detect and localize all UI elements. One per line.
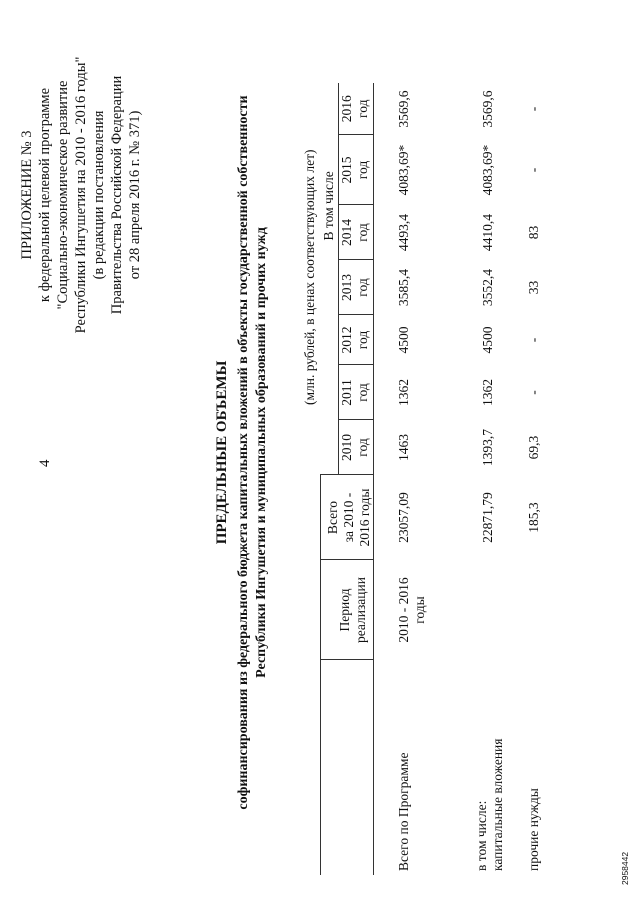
- appendix-line: Правительства Российской Федерации: [109, 75, 125, 315]
- cell-2011: 1362: [479, 379, 495, 406]
- cell-2014: 4410,4: [479, 213, 495, 252]
- row-label-line: в том числе:: [473, 800, 489, 871]
- year-unit: год: [354, 438, 370, 457]
- year-unit: год: [354, 330, 370, 350]
- cell-2016: 3569,6: [374, 83, 474, 135]
- cell-2014: 83: [525, 225, 541, 240]
- document-title: [213, 80, 271, 825]
- appendix-line: (в редакции постановления: [91, 110, 107, 280]
- row-period: [512, 560, 552, 660]
- cell-total: 185,3: [525, 502, 541, 533]
- header-year-2012: [338, 315, 373, 365]
- cell-2014: 4493,4: [374, 205, 474, 260]
- row-period-line: годы: [412, 596, 427, 624]
- row-sublabel: капитальные вложения: [489, 738, 505, 871]
- year-label: 2015: [338, 156, 354, 184]
- year-label: 2016: [338, 95, 354, 123]
- header-in-that-label: В том числе: [320, 171, 336, 241]
- appendix-line: "Социально-экономическое развитие: [55, 80, 71, 310]
- year-unit: год: [354, 223, 370, 242]
- cell-2013: 3585,4: [374, 260, 474, 315]
- year-unit: год: [354, 278, 370, 297]
- title-line: софинансирования из федерального бюджета капитальных вложений в объекты государственной собственности: [236, 95, 251, 810]
- year-unit: год: [354, 160, 370, 180]
- budget-table: [320, 83, 552, 875]
- header-in-that-number: [321, 83, 339, 475]
- title-main: ПРЕДЕЛЬНЫЕ ОБЪЕМЫ: [214, 360, 230, 545]
- title-line: Республики Ингушетия и муниципальных образований и прочих нужд: [254, 227, 269, 678]
- year-unit: год: [354, 383, 370, 402]
- cell-2012: 4500: [479, 326, 495, 354]
- header-total-line: 2016 годы: [357, 488, 372, 547]
- cell-2012: 4500: [374, 315, 474, 365]
- row-period: [474, 560, 512, 660]
- cell-total: 22871,79: [479, 492, 495, 543]
- table-row: [512, 83, 552, 875]
- cell-2015: 4083,69*: [479, 144, 495, 196]
- year-label: 2011: [338, 379, 354, 406]
- year-label: 2012: [338, 326, 354, 354]
- header-empty: [321, 660, 374, 875]
- cell-2012: -: [525, 337, 541, 343]
- cell-2010: 69,3: [525, 435, 541, 460]
- header-period-label: Период реализации: [337, 577, 368, 643]
- header-total-line: за 2010 -: [341, 492, 356, 543]
- cell-2011: 1362: [374, 365, 474, 420]
- header-period: [321, 560, 374, 660]
- header-total-line: Всего: [325, 500, 340, 535]
- row-period: [374, 560, 474, 660]
- cell-total: 23057,09: [374, 475, 474, 560]
- cell-2015: 4083,69*: [374, 135, 474, 205]
- cell-2013: 33: [525, 280, 541, 295]
- cell-2013: 3552,4: [479, 268, 495, 307]
- appendix-block: [18, 25, 144, 365]
- cell-2016: 3569,6: [479, 90, 495, 128]
- cell-2015: -: [525, 167, 541, 173]
- page-number: 4: [37, 459, 53, 467]
- table-row: [374, 83, 474, 875]
- cell-2010: 1393,7: [479, 428, 495, 467]
- appendix-line: ПРИЛОЖЕНИЕ № 3: [19, 130, 35, 260]
- row-label: [474, 660, 512, 875]
- year-label: 2013: [338, 274, 354, 301]
- header-year-2011: [338, 365, 373, 420]
- year-label: 2010: [338, 434, 354, 461]
- cell-2016: -: [525, 106, 541, 112]
- cell-2011: -: [525, 390, 541, 395]
- header-year-2010: [338, 420, 373, 475]
- header-year-2016: [338, 83, 373, 135]
- document-number: 2958442: [620, 851, 630, 885]
- table-row: [474, 83, 512, 875]
- row-period-line: 2010 - 2016: [396, 577, 411, 643]
- appendix-line: от 28 апреля 2016 г. № 371): [127, 110, 143, 280]
- units-note: (млн. рублей, в ценах соответствующих лет): [302, 149, 317, 405]
- row-label: Всего по Программе: [374, 660, 474, 875]
- header-year-2015: [338, 135, 373, 205]
- appendix-line: Республики Ингушетия на 2010 - 2016 годы": [73, 56, 89, 334]
- header-year-2013: [338, 260, 373, 315]
- year-unit: год: [354, 99, 370, 118]
- appendix-line: к федеральной целевой программе: [37, 87, 53, 303]
- header-total: [321, 475, 374, 560]
- header-year-2014: [338, 205, 373, 260]
- row-label: прочие нужды: [525, 788, 541, 871]
- year-label: 2014: [338, 219, 354, 246]
- cell-2010: 1463: [374, 420, 474, 475]
